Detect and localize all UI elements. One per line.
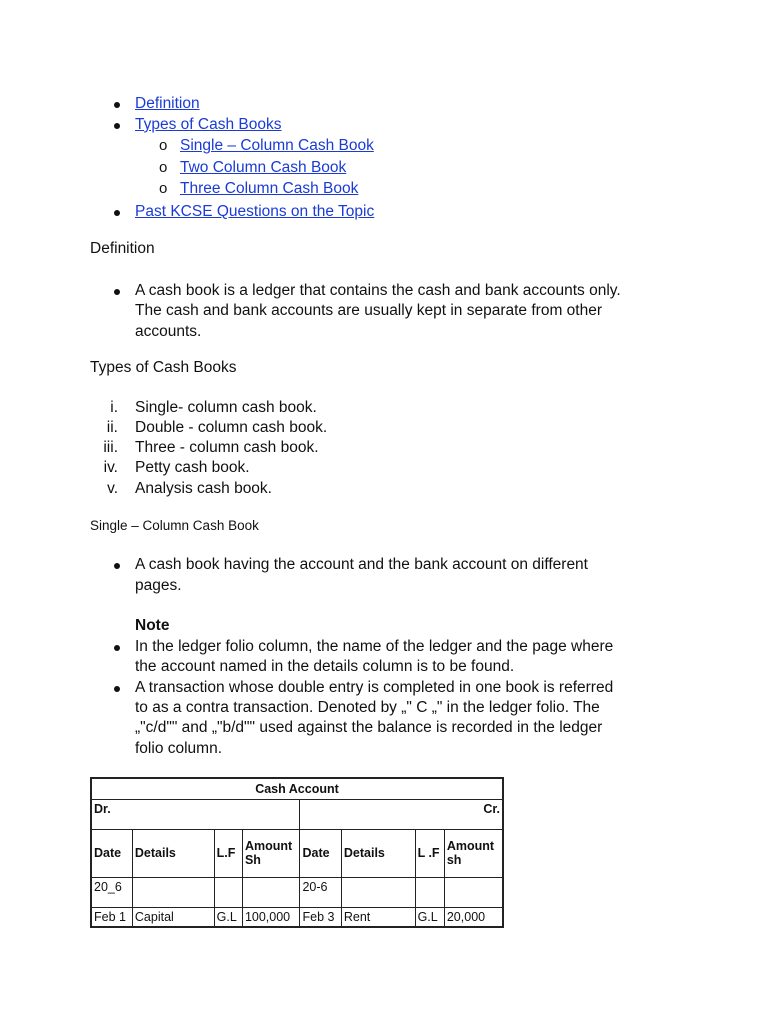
bullet-icon [114, 210, 120, 216]
table-cell: Capital [132, 907, 214, 927]
list-number: v. [107, 480, 118, 497]
table-cell: G.L [415, 907, 444, 927]
list-number: i. [110, 399, 118, 416]
table-cell: 20,000 [444, 907, 503, 927]
definition-text-line-2: The cash and bank accounts are usually kept in separate from other [135, 302, 602, 319]
hollow-bullet-icon: o [159, 180, 168, 197]
definition-text-line-1: A cash book is a ledger that contains the cash and bank accounts only. [135, 282, 621, 299]
contra-text-line-2: to as a contra transaction. Denoted by „" C „" in the ledger folio. The [135, 699, 600, 716]
hollow-bullet-icon: o [159, 159, 168, 176]
table-cell [214, 877, 242, 907]
list-number: iv. [103, 459, 118, 476]
table-cell: 100,000 [242, 907, 300, 927]
ledger-folio-text-line-2: the account named in the details column is to be found. [135, 658, 515, 675]
note-label: Note [135, 617, 170, 634]
single-column-heading: Single – Column Cash Book [90, 518, 259, 533]
toc-link-past-kcse[interactable]: Past KCSE Questions on the Topic [135, 203, 375, 220]
bullet-icon [114, 563, 120, 569]
list-item: Double - column cash book. [135, 419, 328, 436]
list-number: ii. [106, 419, 118, 436]
list-item: Three - column cash book. [135, 439, 319, 456]
header-amount: Amount sh [444, 829, 503, 877]
toc-link-two-column[interactable]: Two Column Cash Book [180, 159, 347, 176]
table-cell: 20-6 [300, 877, 341, 907]
table-title: Cash Account [91, 778, 503, 799]
bullet-icon [114, 686, 120, 692]
table-cell [132, 877, 214, 907]
definition-heading: Definition [90, 240, 155, 257]
table-cell [415, 877, 444, 907]
bullet-icon [114, 645, 120, 651]
table-cell [341, 877, 415, 907]
header-lf: L.F [214, 829, 242, 877]
contra-text-line-4: folio column. [135, 740, 223, 757]
contra-text-line-1: A transaction whose double entry is completed in one book is referred [135, 679, 614, 696]
table-row [91, 877, 503, 907]
types-heading: Types of Cash Books [90, 359, 237, 376]
table-header-row [91, 829, 503, 877]
header-details: Details [132, 829, 214, 877]
table-cell: Feb 3 [300, 907, 341, 927]
list-item: Single- column cash book. [135, 399, 317, 416]
list-number: iii. [103, 439, 118, 456]
debit-label: Dr. [91, 799, 300, 829]
header-amount: Amount Sh [242, 829, 300, 877]
bullet-icon [114, 102, 120, 108]
header-date: Date [300, 829, 341, 877]
table-cell: Feb 1 [91, 907, 132, 927]
table-cell: Rent [341, 907, 415, 927]
definition-text-line-3: accounts. [135, 323, 202, 340]
table-row [91, 907, 503, 927]
list-item: Petty cash book. [135, 459, 250, 476]
bullet-icon [114, 289, 120, 295]
table-cell: G.L [214, 907, 242, 927]
single-column-text-line-2: pages. [135, 577, 182, 594]
toc-link-types-of-cash-books[interactable]: Types of Cash Books [135, 116, 282, 133]
header-date: Date [91, 829, 132, 877]
header-details: Details [341, 829, 415, 877]
table-cell [242, 877, 300, 907]
hollow-bullet-icon: o [159, 137, 168, 154]
header-lf: L .F [415, 829, 444, 877]
list-item: Analysis cash book. [135, 480, 272, 497]
table-cell: 20_6 [91, 877, 132, 907]
ledger-folio-text-line-1: In the ledger folio column, the name of the ledger and the page where [135, 638, 614, 655]
cash-account-table [90, 777, 504, 928]
bullet-icon [114, 123, 120, 129]
contra-text-line-3: „"c/d"" and „"b/d"" used against the balance is recorded in the ledger [135, 719, 603, 736]
table-cell [444, 877, 503, 907]
toc-link-single-column[interactable]: Single – Column Cash Book [180, 137, 374, 154]
toc-link-three-column[interactable]: Three Column Cash Book [180, 180, 359, 197]
toc-link-definition[interactable]: Definition [135, 95, 200, 112]
single-column-text-line-1: A cash book having the account and the bank account on different [135, 556, 588, 573]
credit-label: Cr. [300, 799, 503, 829]
